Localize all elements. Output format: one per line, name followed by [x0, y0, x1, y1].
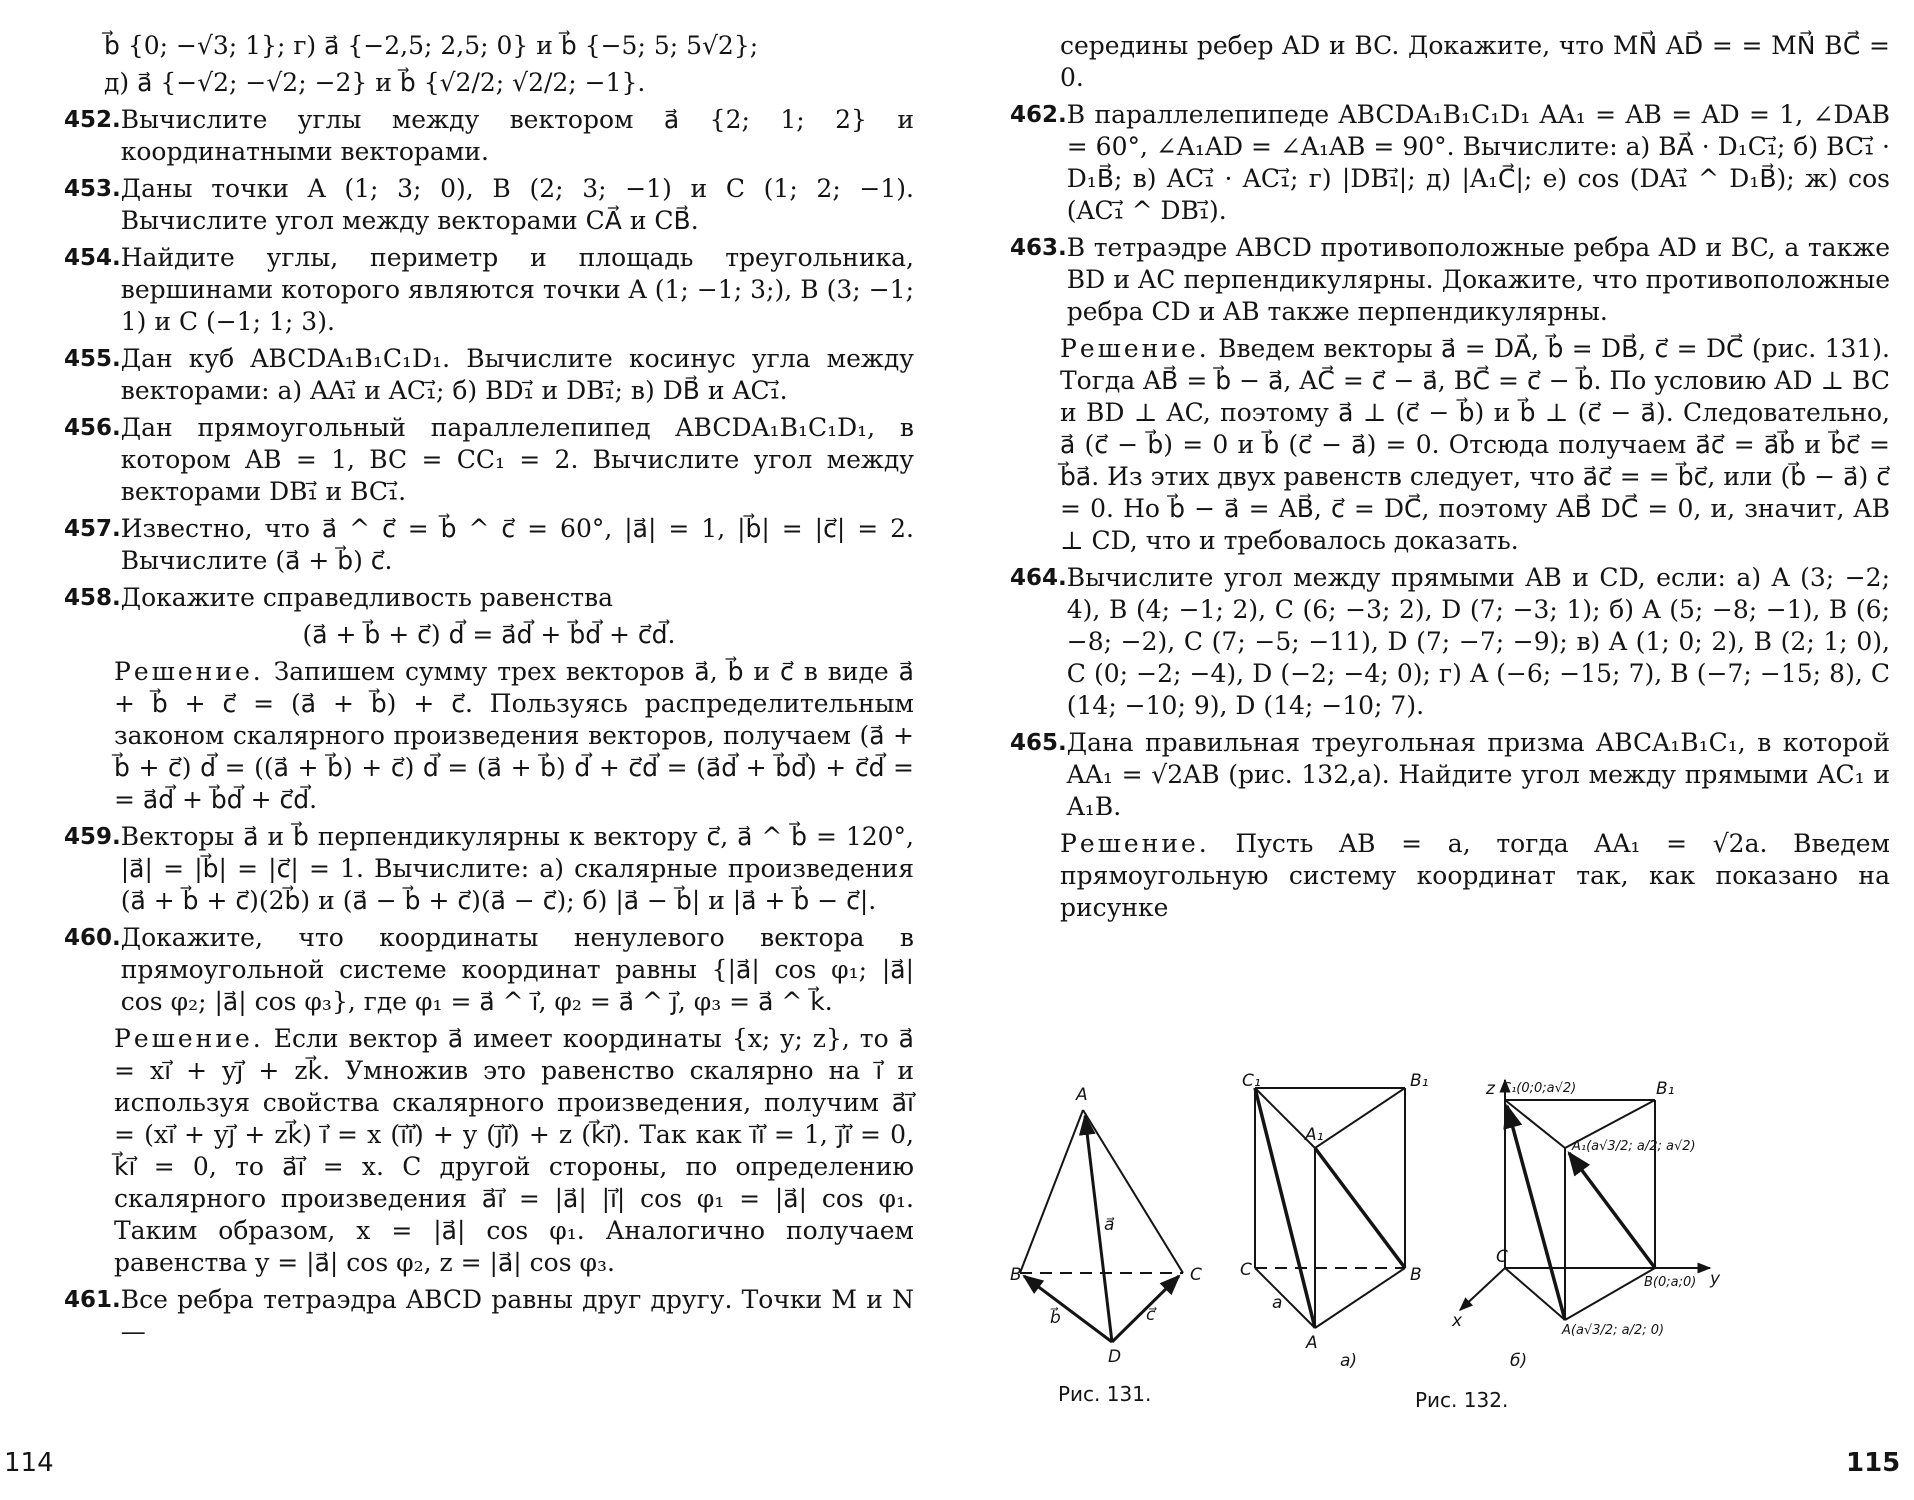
problem-text: Вычислите углы между вектором a⃗ {2; 1; 2} и координатными векторами.	[120, 105, 914, 166]
fig132b-label-c1: C₁(0;0;a√2)	[1502, 1081, 1577, 1096]
solution-label: Решение.	[114, 1024, 264, 1053]
solution-463	[1010, 333, 1890, 557]
problem-text: Дана правильная треугольная призма ABCA₁B₁C₁, в которой AA₁ = √2AB (рис. 132,а). Найдите угол между прямыми AC₁ и A₁B.	[1066, 728, 1890, 821]
solution-458	[64, 656, 914, 816]
fig131-tetrahedron	[1020, 1110, 1183, 1342]
fig132a-label-a: A	[1306, 1333, 1318, 1353]
fig131-label-vec-c: c⃗	[1146, 1305, 1156, 1325]
solution-465	[1010, 828, 1890, 924]
page-number: 115	[1846, 1448, 1901, 1478]
problem-462	[1010, 99, 1890, 227]
problem-452	[64, 104, 914, 168]
problem-number: 459.	[64, 824, 121, 850]
problem-461-continuation: середины ребер AD и BC. Докажите, что MN⃗ AD⃗ = = MN⃗ BC⃗ = 0.	[1060, 31, 1890, 92]
edge-ca	[1505, 1268, 1565, 1320]
vector-b	[1024, 1276, 1112, 1342]
fig131-label-vec-b: b⃗	[1050, 1308, 1061, 1328]
segment-ac1	[1255, 1088, 1315, 1328]
problem-453	[64, 173, 914, 237]
fig131-label-vec-a: a⃗	[1104, 1215, 1115, 1235]
fig132b-label-a: A(a√3/2; a/2; 0)	[1562, 1323, 1665, 1338]
fig132a-label-c: C	[1240, 1260, 1252, 1280]
problem-text: В параллелепипеде ABCDA₁B₁C₁D₁ AA₁ = AB = AD = 1, ∠DAB = 60°, ∠A₁AD = ∠A₁AB = 90°. Вычислите: а) BA⃗ · D₁C₁⃗; б) BC₁⃗ · D₁B⃗; в) AC₁⃗ · AC₁⃗; г) |DB₁⃗|; д) |A₁C⃗|; е) cos (DA₁⃗ ^ D₁B⃗); ж) cos (AC₁⃗ ^ DB₁⃗).	[1066, 100, 1890, 225]
solution-text: Введем векторы a⃗ = DA⃗, b⃗ = DB⃗, c⃗ = DC⃗ (рис. 131). Тогда AB⃗ = b⃗ − a⃗, AC⃗ = c⃗ − a⃗, BC⃗ = c⃗ − b⃗. По условию AD ⊥ BC и BD ⊥ AC, поэтому a⃗ ⊥ (c⃗ − b⃗) и b⃗ ⊥ (c⃗ − a⃗). Следовательно, a⃗ (c⃗ − b⃗) = 0 и b⃗ (c⃗ − a⃗) = 0. Отсюда получаем a⃗c⃗ = a⃗b⃗ и b⃗c⃗ = b⃗a⃗. Из этих двух равенств следует, что a⃗c⃗ = = b⃗c⃗, или (b⃗ − a⃗) c⃗ = 0. Но b⃗ − a⃗ = AB⃗, c⃗ = DC⃗, поэтому AB⃗ DC⃗ = 0, и, значит, AB ⊥ CD, что и требовалось доказать.	[1060, 334, 1890, 555]
problem-text: Докажите, что координаты ненулевого вектора в прямоугольной системе координат равны {|a⃗| cos φ₁; |a⃗| cos φ₂; |a⃗| cos φ₃}, где φ₁ = a⃗ ^ i⃗, φ₂ = a⃗ ^ j⃗, φ₃ = a⃗ ^ k⃗.	[120, 923, 914, 1016]
solution-label: Решение.	[1060, 829, 1210, 858]
problem-text: Дан куб ABCDA₁B₁C₁D₁. Вычислите косинус угла между векторами: а) AA₁⃗ и AC₁⃗; б) BD₁⃗ и DB₁⃗; в) DB⃗ и AC₁⃗.	[120, 344, 914, 405]
fig132b-label-z: z	[1486, 1079, 1495, 1099]
fig132b-label-x: x	[1452, 1311, 1463, 1331]
page-number: 114	[4, 1448, 54, 1478]
problem-number: 453.	[64, 176, 121, 202]
right-page	[1010, 0, 1914, 1500]
problem-number: 462.	[1010, 102, 1067, 128]
solution-text: Если вектор a⃗ имеет координаты {x; y; z}, то a⃗ = xi⃗ + yj⃗ + zk⃗. Умножив это равенство скалярно на i⃗ и используя свойства скалярного произведения, получим a⃗i⃗ = (xi⃗ + yj⃗ + zk⃗) i⃗ = x (i⃗i⃗) + y (j⃗i⃗) + z (k⃗i⃗). Так как i⃗i⃗ = 1, j⃗i⃗ = 0, k⃗i⃗ = 0, то a⃗i⃗ = x. С другой стороны, по определению скалярного произведения a⃗i⃗ = |a⃗| |i⃗| cos φ₁ = |a⃗| cos φ₁. Таким образом, x = |a⃗| cos φ₁. Аналогично получаем равенства y = |a⃗| cos φ₂, z = |a⃗| cos φ₃.	[114, 1024, 914, 1277]
problem-text: Даны точки A (1; 3; 0), B (2; 3; −1) и C (1; 2; −1). Вычислите угол между векторами CA⃗ и CB⃗.	[120, 174, 914, 235]
problem-455	[64, 343, 914, 407]
fig132a-label-a1: A₁	[1305, 1125, 1324, 1145]
problem-number: 465.	[1010, 730, 1067, 756]
fig131-caption: Рис. 131.	[1058, 1382, 1152, 1406]
fig132b-label-b1: B₁	[1656, 1079, 1675, 1099]
problem-457	[64, 513, 914, 577]
left-column	[64, 30, 914, 1353]
solution-label: Решение.	[114, 657, 264, 686]
problem-number: 460.	[64, 925, 121, 951]
fig132b-label-c: C	[1496, 1247, 1508, 1267]
edge-ab	[1315, 1268, 1405, 1328]
edge-ab	[1020, 1110, 1083, 1273]
figures-area	[1010, 1070, 1914, 1440]
intro-line: д) a⃗ {−√2; −√2; −2} и b⃗ {√2/2; √2/2; −1}.	[104, 68, 646, 97]
fig132a-label-b: B	[1410, 1265, 1422, 1285]
fig131-label-b-vertex: B	[1010, 1265, 1022, 1285]
problem-number: 458.	[64, 585, 121, 611]
vector-ba1	[1569, 1153, 1655, 1268]
formula: (a⃗ + b⃗ + c⃗) d⃗ = a⃗d⃗ + b⃗d⃗ + c⃗d⃗.	[302, 620, 676, 649]
problem-number: 456.	[64, 415, 121, 441]
problem-465	[1010, 727, 1890, 823]
fig132b-label-b: B(0;a;0)	[1644, 1275, 1697, 1290]
vector-ac1	[1507, 1106, 1565, 1320]
problem-text: Дан прямоугольный параллелепипед ABCDA₁B₁C₁D₁, в котором AB = 1, BC = CC₁ = 2. Вычислите угол между векторами DB₁⃗ и BC₁⃗.	[120, 413, 914, 506]
solution-label: Решение.	[1060, 334, 1210, 363]
problem-text: Найдите углы, периметр и площадь треугольника, вершинами которого являются точки A (1; −1; 3;), B (3; −1; 1) и C (−1; 1; 3).	[120, 243, 914, 336]
fig132b-sublabel: б)	[1510, 1351, 1528, 1371]
intro-line: b⃗ {0; −√3; 1}; г) a⃗ {−2,5; 2,5; 0} и b⃗ {−5; 5; 5√2};	[104, 31, 759, 60]
problem-461	[64, 1284, 914, 1348]
problem-460	[64, 922, 914, 1018]
fig132a-label-c1: C₁	[1242, 1071, 1261, 1091]
axis-x	[1460, 1268, 1505, 1310]
edge-c1a1	[1505, 1100, 1565, 1148]
problem-text: Векторы a⃗ и b⃗ перпендикулярны к вектору c⃗, a⃗ ^ b⃗ = 120°, |a⃗| = |b⃗| = |c⃗| = 1. Вычислите: а) скалярные произведения (a⃗ + b⃗ + c⃗)(2b⃗) и (a⃗ − b⃗ + c⃗)(a⃗ − c⃗); б) |a⃗ − b⃗| и |a⃗ + b⃗ − c⃗|.	[120, 822, 914, 915]
problem-number: 455.	[64, 346, 121, 372]
solution-460	[64, 1023, 914, 1279]
solution-text: Пусть AB = a, тогда AA₁ = √2a. Введем прямоугольную систему координат так, как показано на рисунке	[1060, 829, 1890, 922]
fig132b-label-y: y	[1710, 1269, 1721, 1289]
problem-number: 457.	[64, 516, 121, 542]
right-column	[1010, 30, 1890, 929]
problem-number: 464.	[1010, 565, 1067, 591]
edge-ac	[1083, 1110, 1183, 1273]
problem-text: Докажите справедливость равенства	[120, 583, 614, 612]
problem-459	[64, 821, 914, 917]
fig131-label-a-vertex: A	[1076, 1085, 1088, 1105]
problem-text: Вычислите угол между прямыми AB и CD, если: а) A (3; −2; 4), B (4; −1; 2), C (6; −3; 2), D (7; −3; 1); б) A (5; −8; −1), B (6; −8; −2), C (7; −5; −11), D (7; −7; −9); в) A (1; 0; 2), B (2; 1; 0), C (0; −2; −4), D (−2; −4; 0); г) A (−6; −15; 7), B (−7; −15; 8), C (14; −10; 9), D (14; −10; 7).	[1066, 563, 1890, 720]
fig132a-sublabel: а)	[1340, 1351, 1358, 1371]
fig131-label-c-vertex: C	[1190, 1265, 1202, 1285]
problem-number: 452.	[64, 107, 121, 133]
edge-a1b1	[1315, 1088, 1405, 1148]
segment-a1b	[1315, 1148, 1405, 1268]
problem-text: Известно, что a⃗ ^ c⃗ = b⃗ ^ c⃗ = 60°, |a⃗| = 1, |b⃗| = |c⃗| = 2. Вычислите (a⃗ + b⃗) c⃗.	[120, 514, 914, 575]
solution-text: Запишем сумму трех векторов a⃗, b⃗ и c⃗ в виде a⃗ + b⃗ + c⃗ = (a⃗ + b⃗) + c⃗. Пользуясь распределительным законом скалярного произведения векторов, получаем (a⃗ + b⃗ + c⃗) d⃗ = ((a⃗ + b⃗) + c⃗) d⃗ = (a⃗ + b⃗) d⃗ + c⃗d⃗ = (a⃗d⃗ + b⃗d⃗) + c⃗d⃗ = = a⃗d⃗ + b⃗d⃗ + c⃗d⃗.	[114, 657, 914, 814]
problem-number: 454.	[64, 245, 121, 271]
fig132-caption: Рис. 132.	[1415, 1388, 1509, 1412]
problem-number: 461.	[64, 1287, 121, 1313]
fig132a-label-edge-a: a	[1272, 1293, 1283, 1313]
problem-456	[64, 412, 914, 508]
fig132a-prism	[1255, 1088, 1405, 1328]
problem-464	[1010, 562, 1890, 722]
problem-458	[64, 582, 914, 614]
problem-text: В тетраэдре ABCD противоположные ребра AD и BC, а также BD и AC перпендикулярны. Докажите, что противоположные ребра CD и AB также перпендикулярны.	[1066, 233, 1890, 326]
fig131-label-d-vertex: D	[1108, 1347, 1122, 1367]
edge-ab	[1565, 1268, 1655, 1320]
problem-number: 463.	[1010, 235, 1067, 261]
problem-463	[1010, 232, 1890, 328]
fig132a-label-b1: B₁	[1410, 1071, 1429, 1091]
problem-text: Все ребра тетраэдра ABCD равны друг другу. Точки M и N —	[120, 1285, 914, 1346]
problem-454	[64, 242, 914, 338]
fig132b-label-a1: A₁(a√3/2; a/2; a√2)	[1572, 1139, 1696, 1154]
